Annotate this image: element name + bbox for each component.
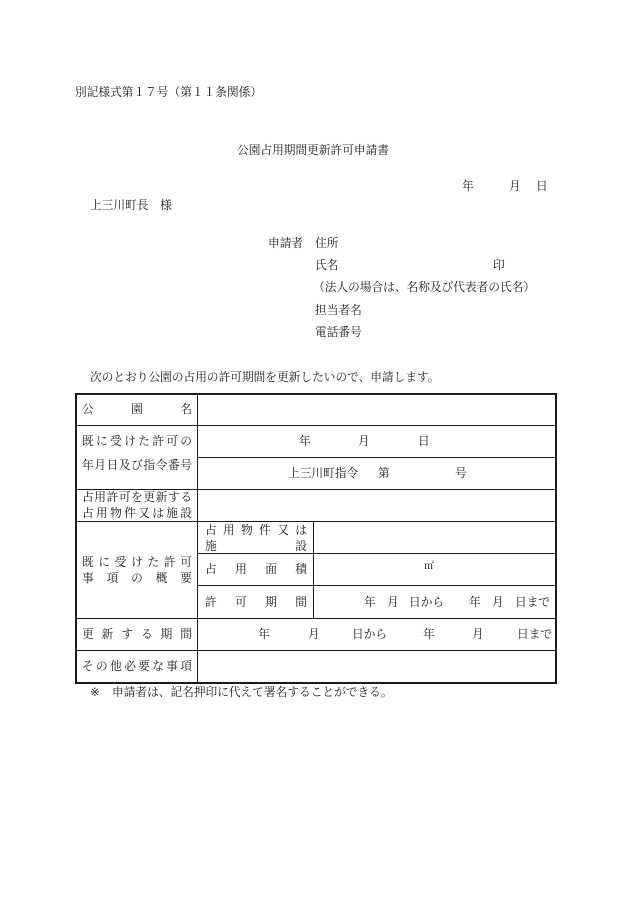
prior-permit-day-label: 日 (418, 434, 430, 448)
directive-prefix: 上三川町指令 (288, 466, 359, 480)
note-text: 申請者は、記名押印に代えて署名することができる。 (112, 685, 393, 699)
renewal-period-to-month: 月 (472, 627, 484, 641)
seal-mark: 印 (493, 258, 505, 272)
note-mark: ※ (90, 685, 100, 699)
renewal-period-to-year: 年 (423, 627, 435, 641)
prior-permit-month-label: 月 (358, 434, 370, 448)
directive-number-suffix: 号 (455, 466, 467, 480)
table-column-rule (197, 393, 198, 684)
form-number: 別記様式第１７号（第１１条関係） (75, 85, 263, 99)
occupancy-area-label: 占用面積 (205, 562, 307, 576)
renewal-period-label: 更新する期間 (82, 627, 192, 641)
table-rule (197, 585, 557, 586)
intro-text: 次のとおり公園の占用の許可期間を更新したいので、申請します。 (90, 370, 440, 384)
permit-period-to-year: 年 (469, 595, 481, 609)
addressee: 上三川町長 様 (90, 198, 172, 212)
renewal-period-from-year: 年 (258, 627, 270, 641)
permit-period-from-day: 日から (409, 595, 445, 609)
prior-summary-label-line1: 既に受けた許可 (82, 555, 192, 569)
prior-permit-label-line1: 既に受けた許可の (82, 434, 192, 448)
phone-number-label: 電話番号 (315, 325, 362, 339)
table-rule (75, 650, 557, 651)
park-name-label: 公園名 (82, 402, 192, 416)
renewal-period-from-month: 月 (308, 627, 320, 641)
date-month-label: 月 (509, 179, 521, 193)
name-label: 氏名 (315, 258, 339, 272)
occupancy-object-label-line2: 施設 (205, 539, 307, 553)
directive-number-prefix: 第 (378, 466, 390, 480)
contact-person-label: 担当者名 (315, 303, 362, 317)
other-matters-label: その他必要な事項 (82, 659, 192, 673)
occupancy-object-value-cell (314, 522, 555, 553)
applicant-label: 申請者 (268, 236, 304, 250)
occupancy-object-label-line1: 占用物件又は (205, 523, 307, 537)
table-column-rule (313, 521, 314, 618)
permit-period-from-month: 月 (387, 595, 399, 609)
table-rule (75, 425, 557, 426)
date-year-label: 年 (462, 179, 474, 193)
renewal-target-value-cell (198, 490, 555, 521)
renewal-period-from-day: 日から (352, 627, 388, 641)
prior-summary-label-line2: 事項の概要 (82, 571, 192, 585)
form-title: 公園占用期間更新許可申請書 (237, 143, 389, 157)
renewal-period-to-day: 日まで (517, 627, 553, 641)
table-rule (75, 618, 557, 619)
permit-period-label: 許可期間 (205, 595, 307, 609)
renewal-target-label-line2: 占用物件又は施設 (82, 506, 192, 520)
prior-permit-year-label: 年 (299, 434, 311, 448)
date-day-label: 日 (536, 179, 548, 193)
other-matters-value-cell (198, 651, 555, 682)
permit-period-to-month: 月 (492, 595, 504, 609)
table-rule (75, 521, 557, 522)
permit-period-from-year: 年 (364, 595, 376, 609)
corporate-note: （法人の場合は、名称及び代表者の氏名） (313, 280, 536, 294)
square-meter-unit: ㎡ (424, 561, 434, 572)
address-label: 住所 (315, 236, 339, 250)
permit-period-to-day: 日まで (515, 595, 551, 609)
park-name-value-cell (198, 395, 555, 425)
table-rule (197, 457, 557, 458)
prior-permit-label-line2: 年月日及び指令番号 (82, 458, 192, 472)
renewal-target-label-line1: 占用許可を更新する (82, 490, 192, 504)
